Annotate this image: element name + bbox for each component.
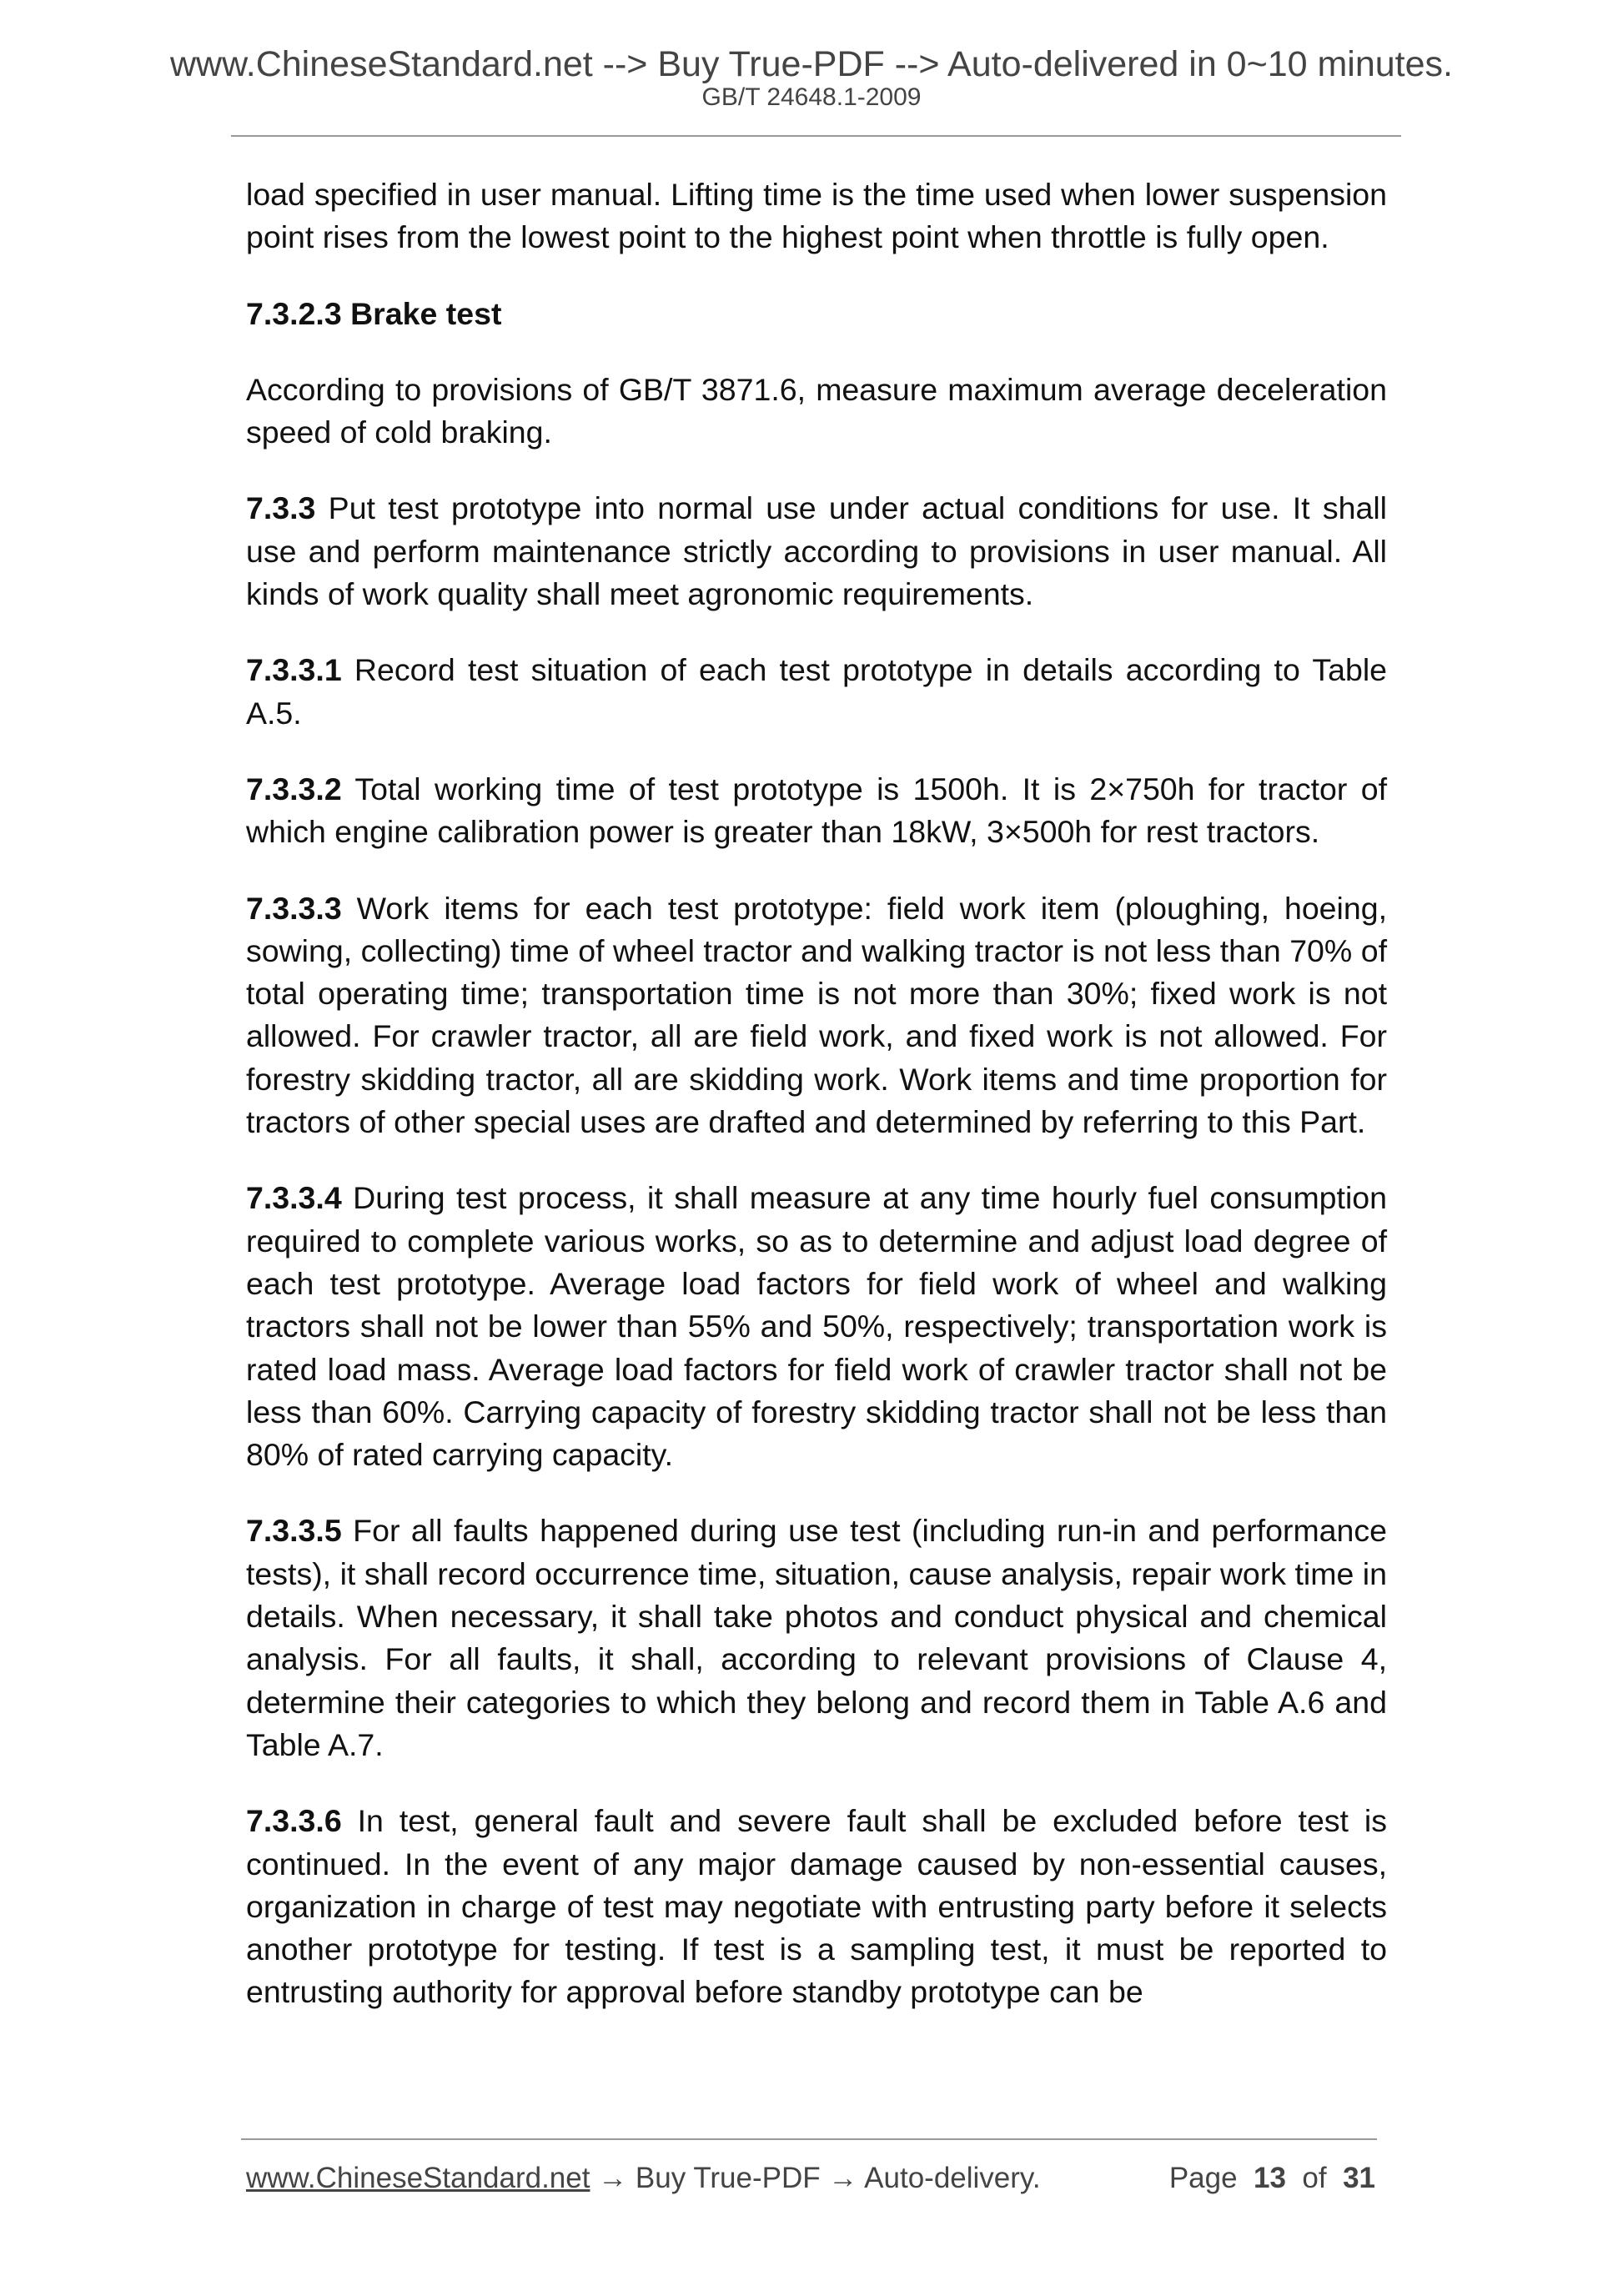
paragraph-text: For all faults happened during use test (including run-in and performance tests), it shall record occurrence time, situation, cause analysis, repair work time in details. When necessary, it shall take photos and conduct physical and chemical analysis. For all faults, it shall, according to relevant provisions of Clause 4, determine their categories to which they belong and record them in Table A.6 and Table A.7. [246,1513,1387,1762]
paragraph [246,1177,1387,1476]
clause-number: 7.3.3.6 [246,1803,342,1839]
paragraph-text: According to provisions of GB/T 3871.6, measure maximum average deceleration speed of cold braking. [246,371,1387,450]
footer-divider [241,2138,1377,2140]
paragraph [246,887,1387,1144]
paragraph [246,1510,1387,1766]
paragraph-text: During test process, it shall measure at any time hourly fuel consumption required to complete various works, so as to determine and adjust load degree of each test prototype. Average load factors for field work of wheel and walking tractors shall not be lower than 55% and 50%, respectively; transportation work is rated load mass. Average load factors for field work of crawler tractor shall not be less than 60%. Carrying capacity of forestry skidding tractor shall not be less than 80% of rated carrying capacity. [246,1180,1387,1473]
site-link[interactable]: www.ChineseStandard.net [246,2162,590,2194]
paragraph [246,173,1387,259]
clause-heading: 7.3.2.3 Brake test [246,295,502,331]
page-label: Page [1168,2162,1238,2194]
clause-number: 7.3.3.2 [246,771,342,806]
document-body [246,173,1387,2047]
paragraph-text: Record test situation of each test prototype in details according to Table A.5. [246,652,1387,731]
of-label: of [1302,2162,1327,2194]
page-indicator [1169,2160,1375,2197]
paragraph-text: load specified in user manual. Lifting time is the time used when lower suspension point rises from the lowest point to the highest point when throttle is fully open. [246,177,1387,255]
header-divider [231,135,1401,137]
footer-text: → Buy True-PDF → Auto-delivery. [590,2162,1041,2194]
paragraph-text: Work items for each test prototype: field work item (ploughing, hoeing, sowing, collecting) time of wheel tractor and walking tractor is not less than 70% of total operating time; transportation time is not more than 30%; fixed work is not allowed. For crawler tractor, all are field work, and fixed work is not allowed. For forestry skidding tractor, all are skidding work. Work items and time proportion for tractors of other special uses are drafted and determined by referring to this Part. [246,890,1387,1140]
paragraph [246,649,1387,735]
header-banner: www.ChineseStandard.net --> Buy True-PDF --> Auto-delivered in 0~10 minutes. [169,44,1453,84]
clause-number: 7.3.3 [246,490,316,526]
clause-number: 7.3.3.5 [246,1513,342,1549]
paragraph-text: In test, general fault and severe fault shall be excluded before test is continued. In the event of any major damage caused by non-essential causes, organization in charge of test may negotiate with entrusting party before it selects another prototype for testing. If test is a sampling test, it must be reported to entrusting authority for approval before standby prototype can be [246,1803,1387,2010]
section-heading [246,293,1387,335]
page-total: 31 [1343,2162,1375,2194]
clause-number: 7.3.3.3 [246,890,342,926]
paragraph [246,768,1387,854]
standard-code: GB/T 24648.1-2009 [701,83,922,111]
paragraph-text: Put test prototype into normal use under actual conditions for use. It shall use and perform maintenance strictly according to provisions in user manual. All kinds of work quality shall meet agronomic requirements. [246,490,1387,612]
clause-number: 7.3.3.1 [246,652,342,688]
paragraph [246,1800,1387,2013]
clause-number: 7.3.3.4 [246,1180,342,1216]
page-footer [246,2160,1375,2197]
paragraph-text: Total working time of test prototype is 1500h. It is 2×750h for tractor of which engine calibration power is greater than 18kW, 3×500h for rest tractors. [246,771,1387,850]
paragraph [246,487,1387,615]
footer-tagline [246,2160,1041,2197]
page-current: 13 [1254,2162,1286,2194]
paragraph [246,369,1387,455]
